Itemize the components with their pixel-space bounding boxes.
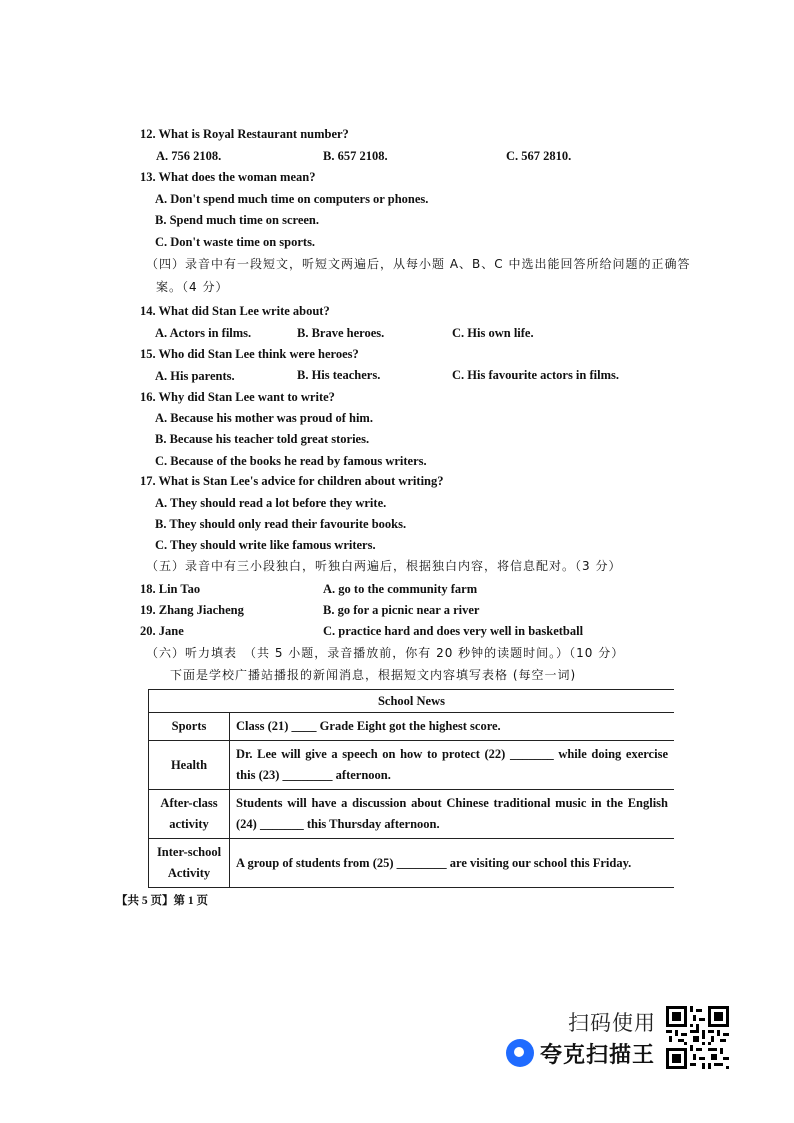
question-12-option-b: B. 657 2108.: [323, 149, 388, 163]
table-cell-text: Class (21) ____ Grade Eight got the highest score.: [230, 713, 675, 741]
question-14-option-b: B. Brave heroes.: [297, 326, 385, 340]
scan-to-use-text: 扫码使用: [568, 1011, 656, 1035]
question-14-option-c: C. His own life.: [452, 326, 534, 340]
question-14-option-a: A. Actors in films.: [155, 326, 252, 340]
match-option-a: A. go to the community farm: [323, 582, 478, 596]
school-news-table: [148, 689, 674, 888]
question-16-option-a: A. Because his mother was proud of him.: [155, 411, 373, 425]
match-20-name: 20. Jane: [140, 624, 184, 638]
table-row: [149, 790, 675, 839]
section-5-instruction: （五）录音中有三小段独白，听独白两遍后，根据独白内容，将信息配对。（3 分）: [146, 559, 622, 573]
question-16-option-c: C. Because of the books he read by famous writers.: [155, 454, 427, 468]
question-16-option-b: B. Because his teacher told great stories.: [155, 432, 370, 446]
brand-watermark: [506, 1039, 655, 1067]
section-4-instruction: （四）录音中有一段短文，听短文两遍后，从每小题 A、B、C 中选出能回答所给问题的正确答: [146, 257, 691, 271]
page-footer: 【共 5 页】第 1 页: [116, 895, 208, 907]
section-6-instruction: （六）听力填表 （共 5 小题，录音播放前，你有 20 秒钟的读题时间。）（10 分）: [146, 646, 625, 660]
question-16-stem: 16. Why did Stan Lee want to write?: [140, 390, 335, 404]
match-option-b: B. go for a picnic near a river: [323, 603, 480, 617]
table-row: [149, 741, 675, 790]
table-row: [149, 713, 675, 741]
qr-code-icon[interactable]: [666, 1006, 729, 1069]
question-12-option-c: C. 567 2810.: [506, 149, 572, 163]
question-12-option-a: A. 756 2108.: [156, 149, 222, 163]
question-15-option-b: B. His teachers.: [297, 368, 381, 382]
table-category: Inter-school Activity: [149, 839, 230, 888]
table-category: After-class activity: [149, 790, 230, 839]
match-19-name: 19. Zhang Jiacheng: [140, 603, 244, 617]
table-category: Sports: [149, 713, 230, 741]
question-13-option-b: B. Spend much time on screen.: [155, 213, 320, 227]
question-15-option-c: C. His favourite actors in films.: [452, 368, 619, 382]
quark-logo-icon: [506, 1039, 534, 1067]
table-category: Health: [149, 741, 230, 790]
table-cell-text: Dr. Lee will give a speech on how to protect (22) _______ while doing exercise this (23) ________ afternoon.: [230, 741, 675, 790]
question-13-option-a: A. Don't spend much time on computers or phones.: [155, 192, 429, 206]
table-title-row: [149, 690, 675, 713]
question-17-stem: 17. What is Stan Lee's advice for children about writing?: [140, 474, 444, 488]
question-12-stem: 12. What is Royal Restaurant number?: [140, 127, 349, 141]
match-18-name: 18. Lin Tao: [140, 582, 201, 596]
question-17-option-c: C. They should write like famous writers.: [155, 538, 376, 552]
brand-name: 夸克扫描王: [540, 1042, 656, 1068]
question-13-stem: 13. What does the woman mean?: [140, 170, 316, 184]
table-row: [149, 839, 675, 888]
section-6-subinstruction: 下面是学校广播站播报的新闻消息，根据短文内容填写表格 (每空一词): [170, 668, 577, 682]
question-17-option-b: B. They should only read their favourite books.: [155, 517, 407, 531]
match-option-c: C. practice hard and does very well in basketball: [323, 624, 584, 638]
table-cell-text: A group of students from (25) ________ are visiting our school this Friday.: [230, 839, 675, 888]
question-13-option-c: C. Don't waste time on sports.: [155, 235, 316, 249]
table-cell-text: Students will have a discussion about Chinese traditional music in the English (24) _______ this Thursday afternoon.: [230, 790, 675, 839]
section-4-instruction-cont: 案。（4 分）: [156, 280, 229, 294]
question-15-option-a: A. His parents.: [155, 369, 235, 383]
question-15-stem: 15. Who did Stan Lee think were heroes?: [140, 347, 359, 361]
question-14-stem: 14. What did Stan Lee write about?: [140, 304, 330, 318]
question-17-option-a: A. They should read a lot before they write.: [155, 496, 387, 510]
table-title: School News: [149, 690, 675, 713]
